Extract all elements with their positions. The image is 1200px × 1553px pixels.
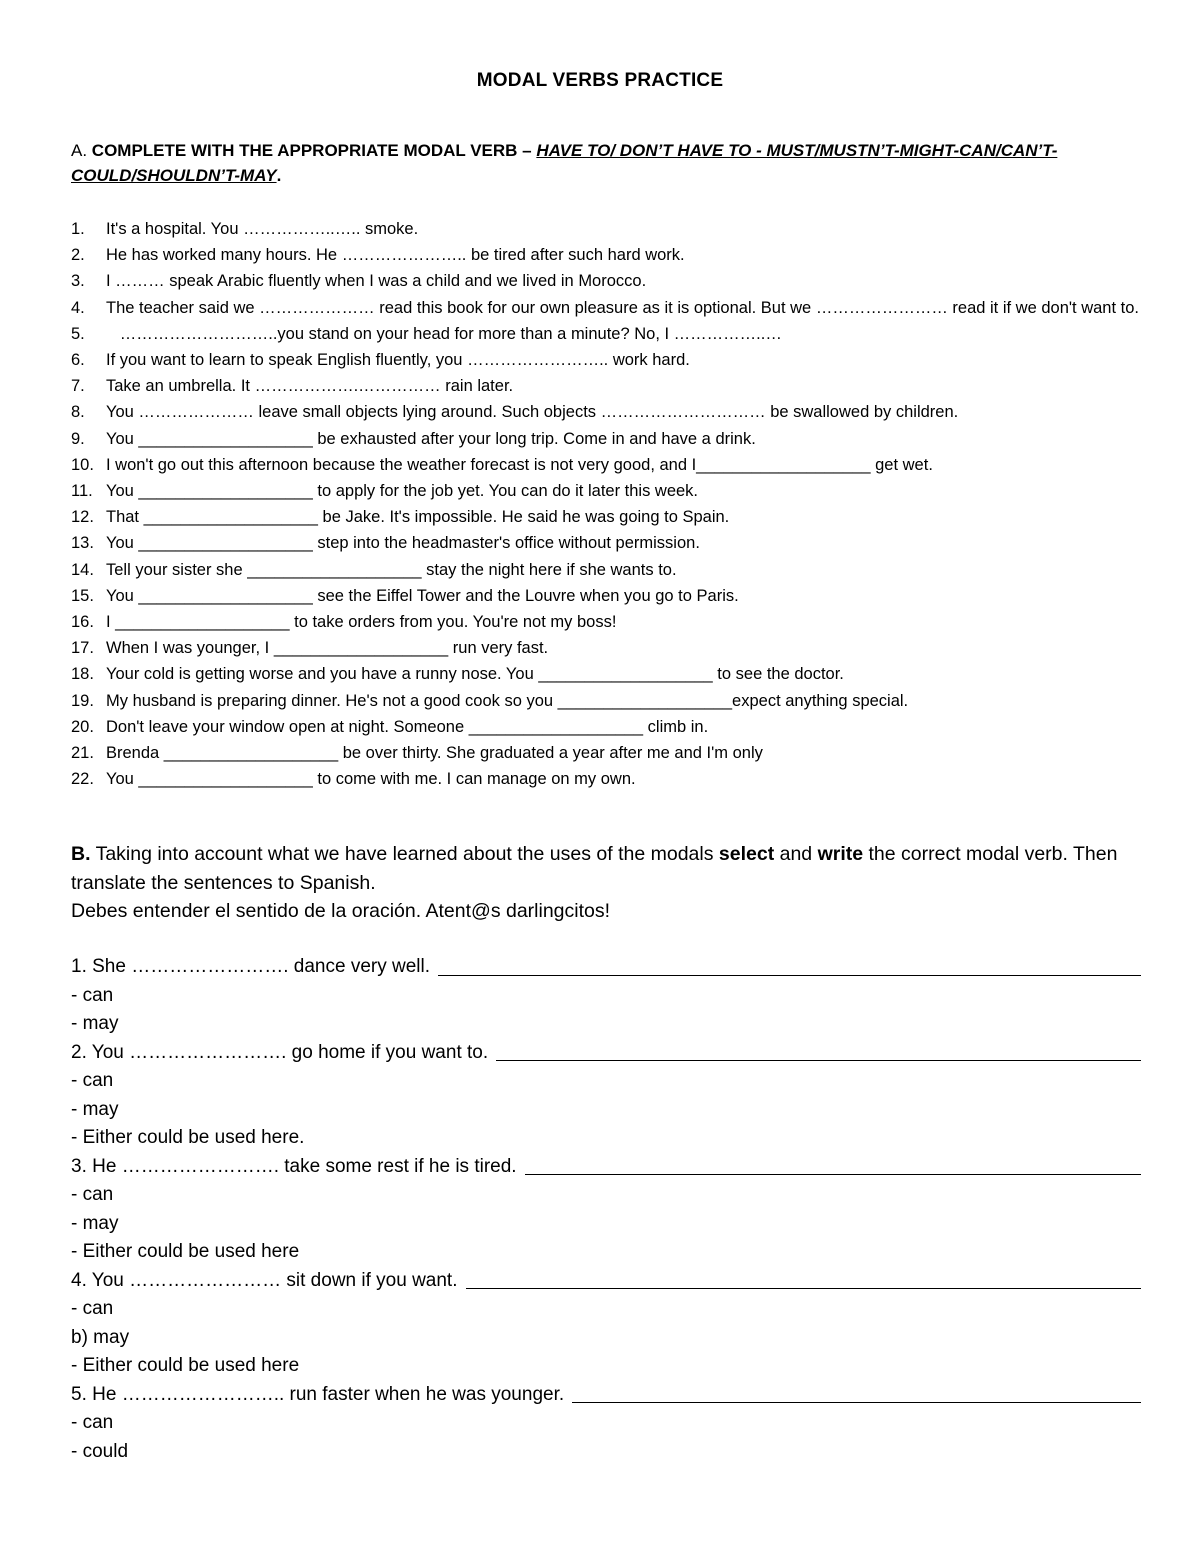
question-line: 4. You …………………… sit down if you want. — [71, 1267, 1141, 1296]
answer-option: - may — [71, 1212, 119, 1234]
answer-option: - could — [71, 1440, 129, 1462]
answer-option: b) may — [71, 1326, 130, 1348]
exercise-item: 5. ………………………..you stand on your head for more than a minute? No, I ……………..… — [71, 324, 782, 343]
exercise-item: 10. I won't go out this afternoon because the weather forecast is not very good, and I___________________ get wet. — [71, 455, 933, 474]
section-b-question-list — [71, 953, 1141, 1466]
section-a-prefix: A. — [71, 141, 92, 160]
section-a-instruction — [71, 138, 1131, 188]
section-a-exercise-list — [71, 216, 1141, 792]
exercise-item: 16. I ___________________ to take orders from you. You're not my boss! — [71, 613, 617, 632]
translation-blank-line — [438, 955, 1141, 976]
question-block — [71, 953, 1141, 1039]
exercise-item: 21. Brenda ___________________ be over thirty. She graduated a year after me and I'm only — [71, 744, 763, 763]
section-b-instruction-line: B. Taking into account what we have learned about the uses of the modals select and write the correct modal verb. Then translate the sentences to Spanish. — [71, 843, 1118, 894]
section-a-instruction-bold: COMPLETE WITH THE APPROPRIATE MODAL VERB – — [91, 141, 537, 160]
exercise-item: 13. You ___________________ step into the headmaster's office without permission. — [71, 534, 700, 553]
question-block — [71, 1381, 1141, 1467]
exercise-item: 3. I ……… speak Arabic fluently when I was a child and we lived in Morocco. — [71, 272, 647, 291]
section-a-modal-list: HAVE TO/ DON’T HAVE TO - MUST/MUSTN’T-MIGHT-CAN/CAN’T-COULD/SHOULDN’T-MAY — [71, 141, 1058, 185]
question-block — [71, 1153, 1141, 1267]
answer-option: - Either could be used here — [71, 1355, 300, 1376]
question-block — [71, 1039, 1141, 1153]
exercise-item: 11. You ___________________ to apply for the job yet. You can do it later this week. — [71, 482, 699, 501]
exercise-item: 9. You ___________________ be exhausted after your long trip. Come in and have a drink. — [71, 429, 756, 448]
answer-option: - can — [71, 984, 114, 1006]
exercise-item: 8. You ………………… leave small objects lying around. Such objects ………………………… be swallowed by children. — [71, 403, 959, 422]
exercise-item: 17. When I was younger, I ___________________ run very fast. — [71, 639, 549, 658]
answer-option: - can — [71, 1298, 114, 1319]
exercise-item: 20. Don't leave your window open at night. Someone ___________________ climb in. — [71, 717, 709, 736]
translation-blank-line — [572, 1382, 1141, 1403]
exercise-item: 7. Take an umbrella. It ……………….…………… rain later. — [71, 377, 514, 396]
exercise-item: 22. You ___________________ to come with me. I can manage on my own. — [71, 770, 636, 789]
answer-option: - can — [71, 1412, 114, 1433]
section-b-instruction — [71, 840, 1146, 926]
answer-option: - can — [71, 1184, 114, 1205]
exercise-item: 2. He has worked many hours. He ………………….. be tired after such hard work. — [71, 246, 685, 265]
exercise-item: 6. If you want to learn to speak English fluently, you …………………….. work hard. — [71, 351, 690, 370]
question-line: 3. He ……………………. take some rest if he is tired. — [71, 1153, 1141, 1182]
section-b-letter: B. — [71, 843, 91, 865]
answer-option: - may — [71, 1013, 119, 1034]
translation-blank-line — [496, 1040, 1141, 1061]
section-b-instruction-spanish: Debes entender el sentido de la oración. Atent@s darlingcitos! — [71, 900, 611, 922]
exercise-item: 14. Tell your sister she ___________________ stay the night here if she wants to. — [71, 560, 677, 579]
translation-blank-line — [525, 1154, 1141, 1175]
answer-option: - Either could be used here — [71, 1241, 300, 1262]
section-a-instruction-end: . — [276, 166, 282, 185]
exercise-item: 19. My husband is preparing dinner. He's not a good cook so you ___________________expect anything special. — [71, 691, 909, 710]
question-line: 1. She ……………………. dance very well. — [71, 953, 1141, 982]
exercise-item: 12. That ___________________ be Jake. It's impossible. He said he was going to Spain. — [71, 508, 730, 527]
exercise-item: 18. Your cold is getting worse and you have a runny nose. You ___________________ to see the doctor. — [71, 665, 844, 684]
answer-option: - may — [71, 1098, 119, 1120]
exercise-item: 15. You ___________________ see the Eiffel Tower and the Louvre when you go to Paris. — [71, 586, 739, 605]
page-title: MODAL VERBS PRACTICE — [476, 70, 724, 91]
answer-option: - Either could be used here. — [71, 1127, 305, 1148]
exercise-item: 4. The teacher said we ………………… read this book for our own pleasure as it is optional. But we …………………… read it if we don't want to. — [71, 298, 1139, 317]
exercise-item: 1. It's a hospital. You ……………..….. smoke. — [71, 220, 419, 238]
translation-blank-line — [466, 1268, 1142, 1289]
question-line: 5. He …………………….. run faster when he was younger. — [71, 1381, 1141, 1410]
question-line: 2. You ……………………. go home if you want to. — [71, 1039, 1141, 1068]
question-block — [71, 1267, 1141, 1381]
answer-option: - can — [71, 1070, 114, 1091]
